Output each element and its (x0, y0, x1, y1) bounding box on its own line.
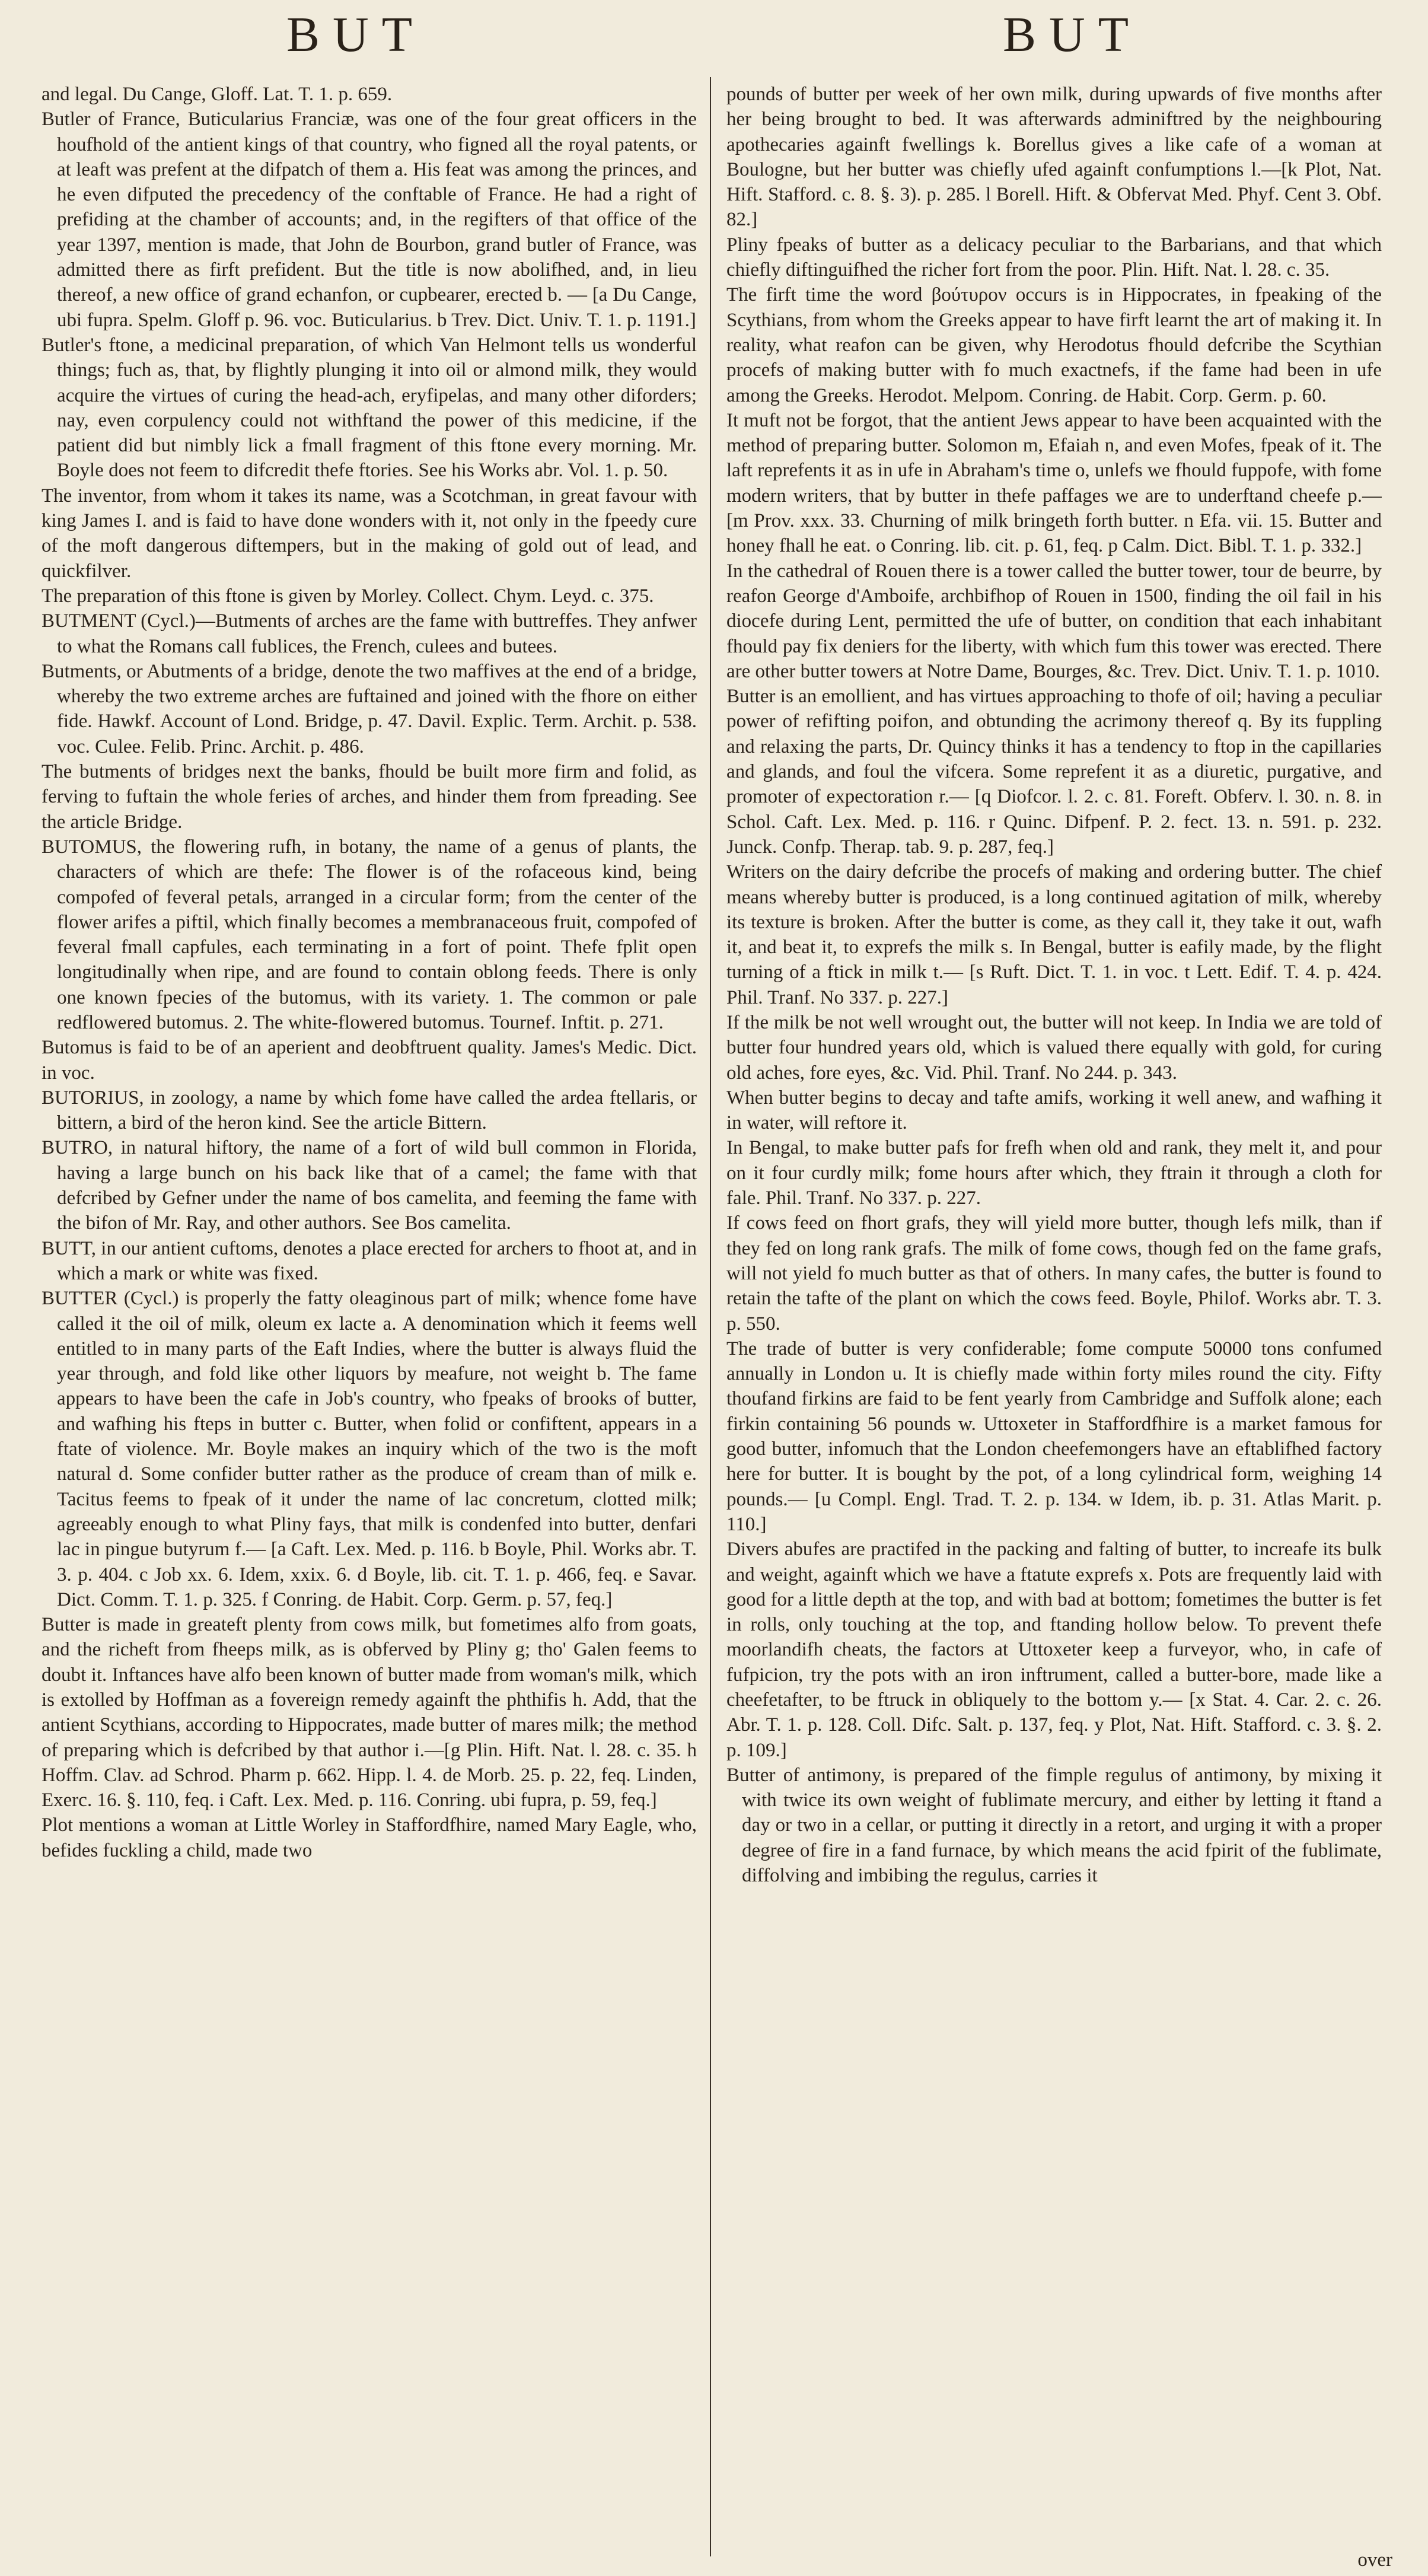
paragraph: In the cathedral of Rouen there is a tower called the butter tower, tour de beurre, by reafon George d'Amboife, archbifhop of Rouen in 1500, finding the oil fail in his diocefe during Lent, permitted the ufe of butter, on condition that each inhabitant fhould pay fix deniers for the liberty, with which fum this tower was erected. There are other butter towers at Notre Dame, Bourges, &c. Trev. Dict. Univ. T. 1. p. 1010. (726, 560, 1382, 682)
paragraph: Pliny fpeaks of butter as a delicacy peculiar to the Barbarians, and that which chiefly diftinguifhed the richer fort from the poor. Plin. Hift. Nat. l. 28. c. 35. (726, 234, 1382, 281)
paragraph: The preparation of this ftone is given by Morley. Collect. Chym. Leyd. c. 375. (42, 585, 654, 607)
entry-butler-of-france: Butler of France, Buticularius Franciæ, was one of the four great officers in the houfhold of the antient kings of that country, who figned all the royal patents, or at leaft was prefent at the difpatch of them a. His feat was among the princes, and he even difputed the precedency of the conftable of France. He had a right of prefiding at the chamber of accounts; and, in the regifters of that office of the year 1397, mention is made, that John de Bourbon, grand butler of France, was admitted there as firft prefident. But the title is now abolifhed, and, in lieu thereof, a new office of grand echanfon, or cupbearer, erected b. — [a Du Cange, ubi fupra. Spelm. Gloff p. 96. voc. Buticularius. b Trev. Dict. Univ. T. 1. p. 1191.] (42, 109, 697, 331)
paragraph: Butomus is faid to be of an aperient and deobftruent quality. James's Medic. Dict. in voc. (42, 1037, 697, 1084)
paragraph: The trade of butter is very confiderable; fome compute 50000 tons confumed annually in London u. It is chiefly made within forty miles round the city. Fifty thoufand firkins are faid to be fent yearly from Cambridge and Suffolk alone; each firkin containing 56 pounds w. Uttoxeter in Staffordfhire is a market famous for good butter, infomuch that the London cheefemongers have an eftablifhed factory here for butter. It is bought by the pot, of a long cylindrical form, weighing 14 pounds.— [u Compl. Engl. Trad. T. 2. p. 134. w Idem, ib. p. 31. Atlas Marit. p. 110.] (726, 1338, 1382, 1535)
paragraph: and legal. Du Cange, Gloff. Lat. T. 1. p. 659. (42, 84, 393, 105)
entry-butt: BUTT, in our antient cuftoms, denotes a place erected for archers to fhoot at, and in which a mark or white was fixed. (42, 1237, 697, 1284)
paragraph: When butter begins to decay and tafte amifs, working it well anew, and wafhing it in water, will reftore it. (726, 1087, 1382, 1134)
paragraph: If the milk be not well wrought out, the butter will not keep. In India we are told of butter four hundred years old, which is valued there equally with gold, for curing old aches, fore eyes, &c. Vid. Phil. Tranf. No 244. p. 343. (726, 1011, 1382, 1084)
left-column (42, 82, 697, 2543)
paragraph: In Bengal, to make butter pafs for frefh when old and rank, they melt it, and pour on it four curdly milk; fome hours after which, they ftrain it through a cloth for fale. Phil. Tranf. No 337. p. 227. (726, 1137, 1382, 1209)
paragraph: Butter is an emollient, and has virtues approaching to thofe of oil; having a peculiar power of refifting poifon, and obtunding the acrimony thereof q. By its fuppling and relaxing the parts, Dr. Quincy thinks it has a tendency to ftop in the capillaries and glands, and foul the vifcera. Some reprefent it as a diuretic, purgative, and promoter of expectoration r.— [q Diofcor. l. 2. c. 81. Foreft. Obferv. l. 30. n. 8. in Schol. Caft. Lex. Med. p. 116. r Quinc. Difpenf. P. 2. fect. 13. n. 591. p. 232. Junck. Confp. Therap. tab. 9. p. 287, feq.] (726, 686, 1382, 858)
entry-butments-of-bridge: Butments, or Abutments of a bridge, denote the two maffives at the end of a bridge, whereby the two extreme arches are fuftained and joined with the fhore on either fide. Hawkf. Account of Lond. Bridge, p. 47. Davil. Explic. Term. Archit. p. 538. voc. Culee. Felib. Princ. Archit. p. 486. (42, 660, 697, 757)
entry-butro: BUTRO, in natural hiftory, the name of a fort of wild bull common in Florida, having a large bunch on his back like that of a camel; the fame with that defcribed by Gefner under the name of bos camelita, and feeming the fame with the bifon of Mr. Ray, and other authors. See Bos camelita. (42, 1137, 697, 1234)
paragraph: The inventor, from whom it takes its name, was a Scotchman, in great favour with king James I. and is faid to have done wonders with it, not only in the fpeedy cure of the moft dangerous diftempers, but in the making of gold out of lead, and quickfilver. (42, 485, 697, 582)
entry-butorius: BUTORIUS, in zoology, a name by which fome have called the ardea ftellaris, or bittern, a bird of the heron kind. See the article Bittern. (42, 1087, 697, 1134)
paragraph: pounds of butter per week of her own milk, during upwards of five months after her being brought to bed. It was afterwards adminiftred by the neighbouring apothecaries againft fwellings k. Borellus gives a like cafe of a woman at Boulogne, but her butter was chiefly ufed againft confumptions l.—[k Plot, Nat. Hift. Stafford. c. 8. §. 3). p. 285. l Borell. Hift. & Obfervat Med. Phyf. Cent 3. Obf. 82.] (726, 84, 1382, 231)
entry-butomus: BUTOMUS, the flowering rufh, in botany, the name of a genus of plants, the characters of which are thefe: The flower is of the rofaceous kind, being compofed of feveral petals, arranged in a circular form; from the center of the flower arifes a piftil, which finally becomes a membranaceous fruit, compofed of feveral fmall capfules, each terminating in a fort of point. Thefe fplit open longitudinally when ripe, and are found to contain oblong feeds. There is only one known fpecies of the butomus, with its variety. 1. The common or pale redflowered butomus. 2. The white-flowered butomus. Tournef. Inftit. p. 271. (42, 836, 697, 1033)
paragraph: The firft time the word βούτυρον occurs is in Hippocrates, in fpeaking of the Scythians, from whom the Greeks appear to have firft learnt the art of making it. In reality, what reafon can be given, why Herodotus fhould defcribe the Scythian procefs of making butter with fo much exactnefs, if the fame had been in ufe among the Greeks. Herodot. Melpom. Conring. de Habit. Corp. Germ. p. 60. (726, 284, 1382, 406)
paragraph: Divers abufes are practifed in the packing and falting of butter, to increafe its bulk and weight, againft which we have a ftatute exprefs x. Pots are frequently laid with good for a little depth at the top, and with bad at bottom; fometimes the butter is fet in rolls, only touching at the top, and ftanding hollow below. To prevent thefe moorlandifh cheats, the factors at Uttoxeter keep a furveyor, who, in cafe of fufpicion, try the pots with an iron inftrument, called a butter-bore, made like a cheefetafter, to be ftruck in obliquely to the bottom y.— [x Stat. 4. Car. 2. c. 26. Abr. T. 1. p. 128. Coll. Difc. Salt. p. 137, feq. y Plot, Nat. Hift. Stafford. c. 3. §. 2. p. 109.] (726, 1539, 1382, 1761)
entry-butter-of-antimony: Butter of antimony, is prepared of the fimple regulus of antimony, by mixing it with twice its own weight of fublimate mercury, and either by letting it ftand a day or two in a cellar, or putting it directly in a retort, and urging it with a proper degree of fire in a fand furnace, by which means the acid fpirit of the fublimate, diffolving and imbibing the regulus, carries it (726, 1764, 1382, 1887)
entry-butlers-stone: Butler's ftone, a medicinal preparation, of which Van Helmont tells us wonderful things; fuch as, that, by flightly plunging it into oil or almond milk, they would acquire the virtues of curing the head-ach, eryfipelas, and many other diforders; nay, even corpulency could not withftand the power of this medicine, if the patient did but nimbly lick a fmall fragment of this ftone every morning. Mr. Boyle does not feem to difcredit thefe ftories. See his Works abr. Vol. 1. p. 50. (42, 334, 697, 482)
entry-butter: BUTTER (Cycl.) is properly the fatty oleaginous part of milk; whence fome have called it the oil of milk, oleum ex lacte a. A denomination which it feems well entitled to in many parts of the Eaft Indies, where the butter is always fluid the year through, and fold like other liquors by meafure, not weight b. The fame appears to have been the cafe in Job's country, who fpeaks of brooks of butter, and wafhing his fteps in butter c. Butter, when folid or confiftent, appears in a ftate of violence. Mr. Boyle makes an inquiry which of the two is the moft natural d. Some confider butter rather as the produce of cream than of milk e. Tacitus feems to fpeak of it under the name of lac concretum, clotted milk; agreeably enough to what Pliny fays, that milk is condenfed into butter, denfari lac in pingue butyrum f.— [a Caft. Lex. Med. p. 116. b Boyle, Phil. Works abr. T. 3. p. 404. c Job xx. 6. Idem, xxix. 6. d Boyle, lib. cit. T. 1. p. 466, feq. e Savar. Dict. Comm. T. 1. p. 325. f Conring. de Habit. Corp. Germ. p. 57, feq.] (42, 1288, 697, 1610)
running-head-left: BUT (286, 7, 425, 62)
column-rule (710, 77, 711, 2556)
paragraph: The butments of bridges next the banks, fhould be built more firm and folid, as ferving to fuftain the whole feries of arches, and hinder them from fpreading. See the article Bridge. (42, 761, 697, 833)
paragraph: Plot mentions a woman at Little Worley in Staffordfhire, named Mary Eagle, who, befides fuckling a child, made two (42, 1814, 697, 1861)
paragraph: It muft not be forgot, that the antient Jews appear to have been acquainted with the method of preparing butter. Solomon m, Efaiah n, and even Mofes, fpeak of it. The laft reprefents it as in ufe in Abraham's time o, unlefs we fhould fuppofe, with fome modern writers, that by butter in thefe paffages we are to underftand cheefe p.— [m Prov. xxx. 33. Churning of milk bringeth forth butter. n Efa. vii. 15. Butter and honey fhall he eat. o Conring. lib. cit. p. 61, feq. p Calm. Dict. Bibl. T. 1. p. 332.] (726, 409, 1382, 557)
paragraph: Butter is made in greateft plenty from cows milk, but fometimes alfo from goats, and the richeft from fheeps milk, as is obferved by Pliny g; tho' Galen feems to doubt it. Inftances have alfo been known of butter made from woman's milk, which is extolled by Hoffman as a fovereign remedy againft the phthifis h. Add, that the antient Scythians, according to Hippocrates, made butter of mares milk; the method of preparing which is defcribed by that author i.—[g Plin. Hift. Nat. l. 28. c. 35. h Hoffm. Clav. ad Schrod. Pharm p. 662. Hipp. l. 4. de Morb. 25. p. 22, feq. Linden, Exerc. 16. §. 110, feq. i Caft. Lex. Med. p. 116. Conring. ubi fupra, p. 59, feq.] (42, 1614, 697, 1811)
entry-butment: BUTMENT (Cycl.)—Butments of arches are the fame with buttreffes. They anfwer to what the Romans call fublices, the French, culees and butees. (42, 610, 697, 657)
running-head-right: BUT (1003, 7, 1142, 62)
catchword: over (1357, 2549, 1392, 2571)
right-column (726, 82, 1382, 2543)
paragraph: If cows feed on fhort grafs, they will yield more butter, though lefs milk, than if they fed on long rank grafs. The milk of fome cows, though fed on the fame grafs, will not yield fo much butter as that of others. In many cafes, the butter is found to retain the tafte of the plant on which the cows feed. Boyle, Philof. Works abr. T. 3. p. 550. (726, 1212, 1382, 1335)
paragraph: Writers on the dairy defcribe the procefs of making and ordering butter. The chief means whereby butter is produced, is a long continued agitation of milk, whereby its texture is broken. After the butter is come, as they call it, they take it out, wafh it, and beat it, to exprefs the milk s. In Bengal, butter is eafily made, by the flight turning of a ftick in milk t.— [s Ruft. Dict. T. 1. in voc. t Lett. Edif. T. 4. p. 424. Phil. Tranf. No 337. p. 227.] (726, 861, 1382, 1008)
